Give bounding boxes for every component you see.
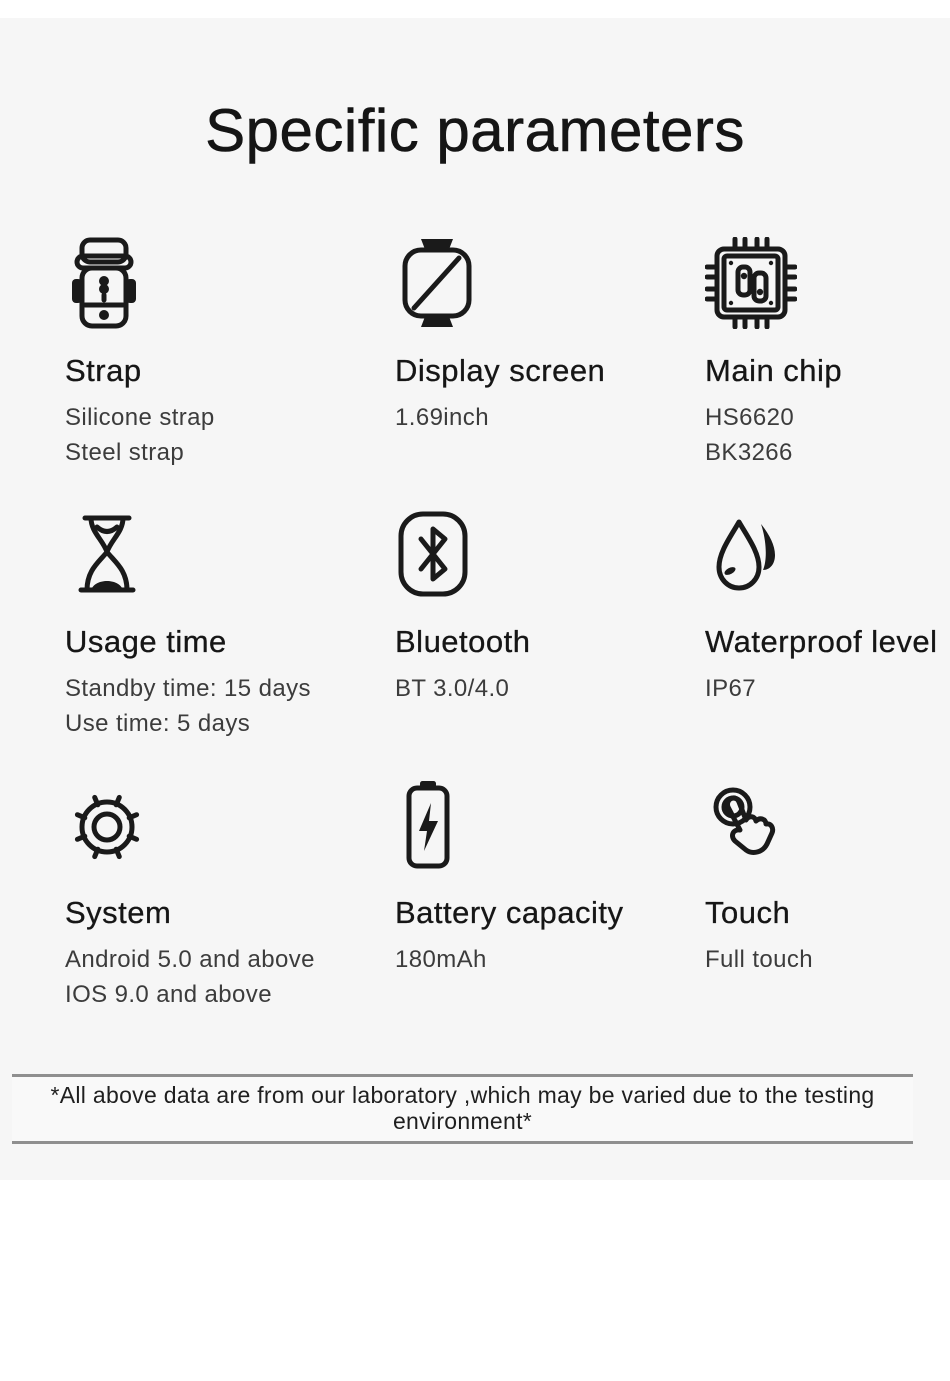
spec-details — [395, 400, 705, 435]
spec-details — [705, 671, 940, 706]
spec-item-chip — [705, 235, 940, 470]
spec-details — [65, 400, 395, 470]
spec-details — [395, 671, 705, 706]
spec-detail: Silicone strap — [65, 404, 215, 431]
chip-icon — [705, 235, 940, 331]
spec-detail: Standby time: 15 days — [65, 675, 311, 702]
spec-details — [395, 942, 705, 977]
watch-strap-icon — [65, 235, 395, 331]
bluetooth-icon — [395, 506, 705, 602]
spec-item-usage-time — [65, 506, 395, 741]
spec-grid — [65, 235, 940, 1012]
watch-screen-icon — [395, 235, 705, 331]
spec-label: Battery capacity — [395, 895, 624, 930]
hourglass-icon — [65, 506, 395, 602]
spec-item-waterproof — [705, 506, 940, 741]
spec-detail: Use time: 5 days — [65, 710, 251, 737]
spec-details — [65, 671, 395, 741]
spec-detail: Android 5.0 and above — [65, 946, 315, 973]
spec-label: Waterproof level — [705, 624, 938, 659]
spec-details — [65, 942, 395, 1012]
spec-label: System — [65, 895, 172, 930]
spec-details — [705, 942, 940, 977]
page-title: Specific parameters — [205, 97, 745, 164]
spec-label: Touch — [705, 895, 791, 930]
waterdrop-icon — [705, 506, 940, 602]
spec-label: Main chip — [705, 353, 843, 388]
gear-icon — [65, 777, 395, 873]
content-panel — [0, 18, 950, 1180]
spec-item-system — [65, 777, 395, 1012]
spec-label: Display screen — [395, 353, 606, 388]
spec-label: Bluetooth — [395, 624, 531, 659]
spec-details — [705, 400, 940, 470]
spec-detail: 1.69inch — [395, 404, 489, 431]
spec-detail: BT 3.0/4.0 — [395, 675, 510, 702]
spec-item-display — [395, 235, 705, 470]
spec-detail: 180mAh — [395, 946, 487, 973]
spec-detail: Steel strap — [65, 439, 185, 466]
spec-detail: HS6620 — [705, 404, 795, 431]
spec-detail: Full touch — [705, 946, 814, 973]
touch-icon — [705, 777, 940, 873]
footer-disclaimer: *All above data are from our laboratory ,which may be varied due to the testing environment* — [12, 1074, 913, 1144]
spec-item-bluetooth — [395, 506, 705, 741]
spec-label: Usage time — [65, 624, 227, 659]
spec-detail: IOS 9.0 and above — [65, 981, 272, 1008]
spec-item-strap — [65, 235, 395, 470]
spec-label: Strap — [65, 353, 142, 388]
spec-detail: IP67 — [705, 675, 756, 702]
spec-item-touch — [705, 777, 940, 1012]
spec-detail: BK3266 — [705, 439, 793, 466]
battery-icon — [395, 777, 705, 873]
spec-item-battery — [395, 777, 705, 1012]
